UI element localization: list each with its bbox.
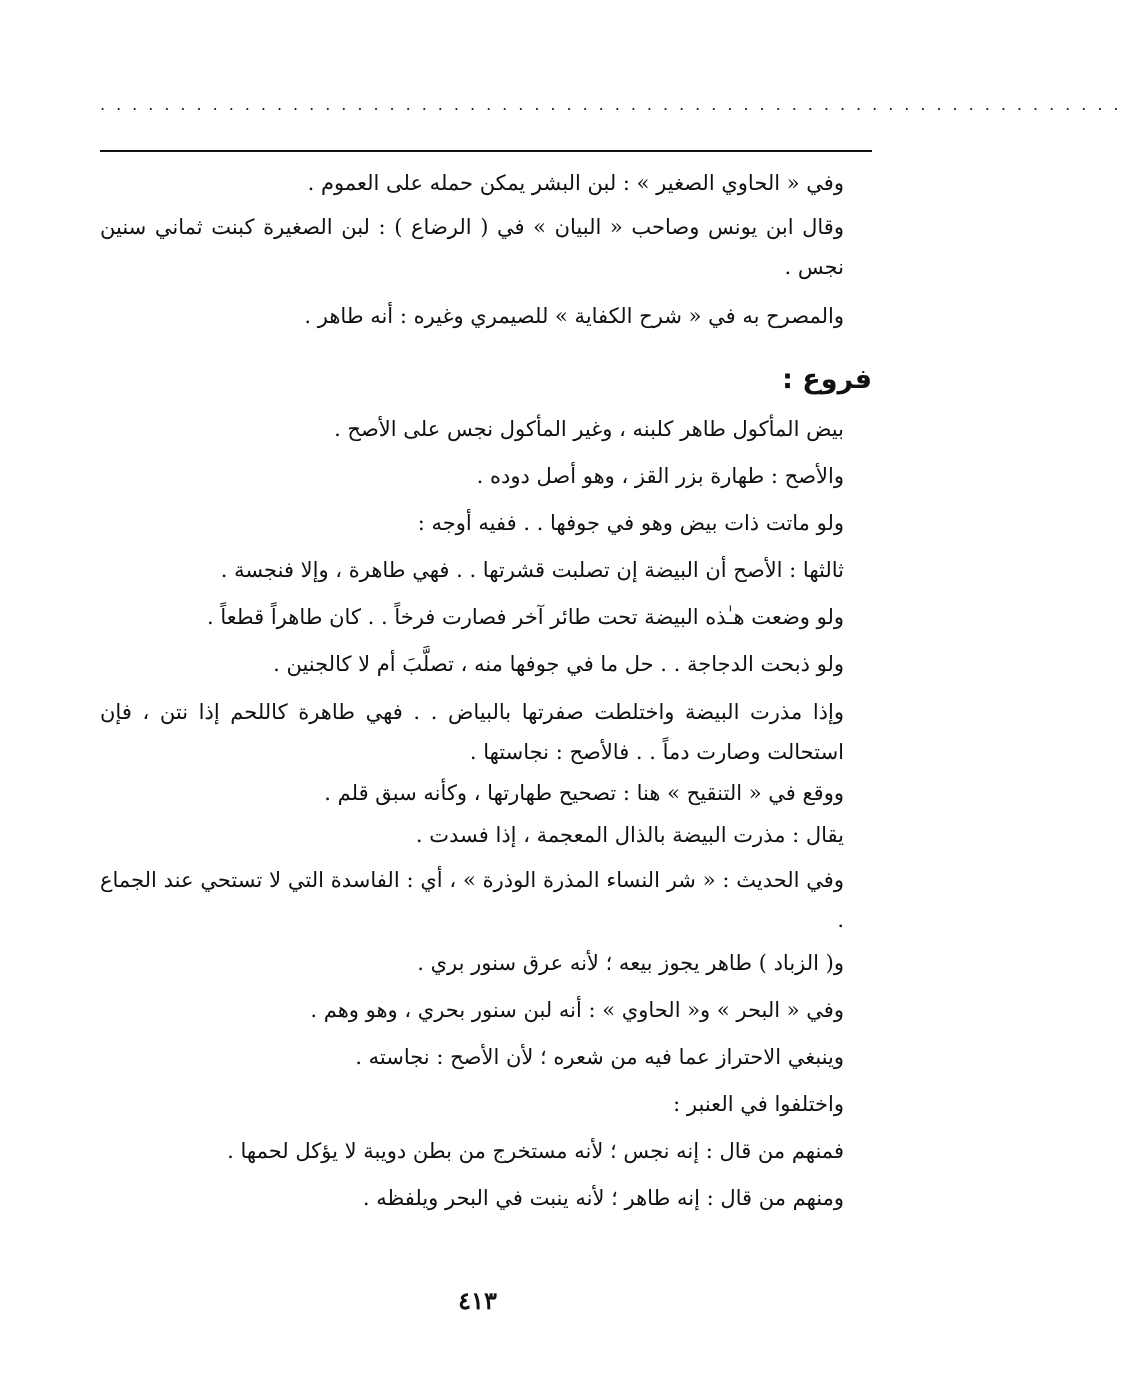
- paragraph: وينبغي الاحتراز عما فيه من شعره ؛ لأن الأصح : نجاسته .: [355, 1045, 844, 1069]
- paragraph: ثالثها : الأصح أن البيضة إن تصلبت قشرتها . . فهي طاهرة ، وإلا فنجسة .: [220, 558, 844, 582]
- paragraph: ولو ذبحت الدجاجة . . حل ما في جوفها منه ، تصلَّبَ أم لا كالجنين .: [273, 652, 844, 676]
- paragraph: بيض المأكول طاهر كلبنه ، وغير المأكول نجس على الأصح .: [334, 417, 844, 441]
- header-dotted-line: ................................................................: [100, 95, 1130, 114]
- paragraph: وفي الحديث : « شر النساء المذرة الوذرة » ، أي : الفاسدة التي لا تستحي عند الجماع .: [100, 868, 844, 932]
- section-heading: فروع :: [782, 364, 872, 395]
- paragraph: وقال ابن يونس وصاحب « البيان » في ( الرضاع ) : لبن الصغيرة كبنت ثماني سنين نجس .: [100, 215, 844, 279]
- paragraph: وفي « البحر » و« الحاوي » : أنه لبن سنور بحري ، وهو وهم .: [310, 998, 844, 1022]
- paragraph: ووقع في « التنقيح » هنا : تصحيح طهارتها ، وكأنه سبق قلم .: [324, 781, 844, 805]
- paragraph: فمنهم من قال : إنه نجس ؛ لأنه مستخرج من بطن دويبة لا يؤكل لحمها .: [227, 1139, 844, 1163]
- paragraph: يقال : مذرت البيضة بالذال المعجمة ، إذا فسدت .: [415, 823, 844, 847]
- page-body: [100, 160, 872, 1222]
- footnote-separator-rule: [100, 150, 872, 152]
- paragraph: و( الزباد ) طاهر يجوز بيعه ؛ لأنه عرق سنور بري .: [417, 951, 844, 975]
- paragraph: ومنهم من قال : إنه طاهر ؛ لأنه ينبت في البحر ويلفظه .: [362, 1186, 844, 1210]
- paragraph: واختلفوا في العنبر :: [673, 1092, 844, 1116]
- page-number: ٤١٣: [458, 1286, 497, 1315]
- paragraph: ولو ماتت ذات بيض وهو في جوفها . . ففيه أوجه :: [417, 511, 844, 535]
- paragraph: والأصح : طهارة بزر القز ، وهو أصل دوده .: [476, 464, 844, 488]
- paragraph: وفي « الحاوي الصغير » : لبن البشر يمكن حمله على العموم .: [307, 171, 844, 195]
- paragraph: وإذا مذرت البيضة واختلطت صفرتها بالبياض . . فهي طاهرة كاللحم إذا نتن ، فإن استحالت وصارت دماً . . فالأصح : نجاستها .: [100, 700, 844, 764]
- paragraph: ولو وضعت هـٰذه البيضة تحت طائر آخر فصارت فرخاً . . كان طاهراً قطعاً .: [207, 605, 844, 629]
- paragraph: والمصرح به في « شرح الكفاية » للصيمري وغيره : أنه طاهر .: [304, 304, 844, 328]
